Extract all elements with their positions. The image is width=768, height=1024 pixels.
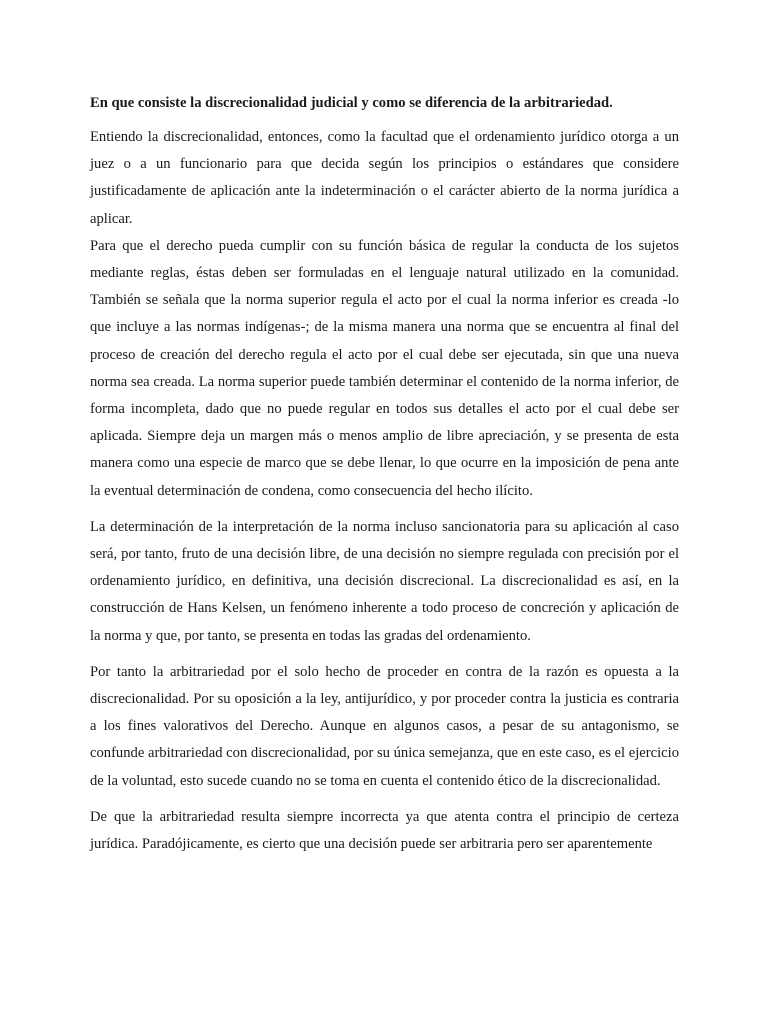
paragraph-5: De que la arbitrariedad resulta siempre incorrecta ya que atenta contra el principio de certeza jurídica. Paradójicamente, es cierto que una decisión puede ser arbitraria pero ser aparentemente <box>90 808 679 853</box>
document-title: En que consiste la discrecionalidad judicial y como se diferencia de la arbitrariedad. <box>90 95 613 111</box>
paragraph-1: Entiendo la discrecionalidad, entonces, como la facultad que el ordenamiento jurídico otorga a un juez o a un funcionario para que decida según los principios o estándares que considere justificadamente de aplicación ante la indeterminación o el carácter abierto de la norma jurídica a aplicar. <box>90 129 679 227</box>
document-page <box>90 92 679 867</box>
paragraph-4: Por tanto la arbitrariedad por el solo hecho de proceder en contra de la razón es opuesta a la discrecionalidad. Por su oposición a la ley, antijurídico, y por proceder contra la justicia es contraria a los fines valorativos del Derecho. Aunque en algunos casos, a pesar de su antagonismo, se confunde arbitrariedad con discrecionalidad, por su única semejanza, que en este caso, es el ejercicio de la voluntad, esto sucede cuando no se toma en cuenta el contenido ético de la discrecionalidad. <box>90 663 679 789</box>
paragraph-2: Para que el derecho pueda cumplir con su función básica de regular la conducta de los sujetos mediante reglas, éstas deben ser formuladas en el lenguaje natural utilizado en la comunidad. También se señala que la norma superior regula el acto por el cual la norma inferior es creada -lo que incluye a las normas indígenas-; de la misma manera una norma que se encuentra al final del proceso de creación del derecho regula el acto por el cual debe ser ejecutada, sin que una nueva norma sea creada. La norma superior puede también determinar el contenido de la norma inferior, de forma incompleta, dado que no puede regular en todos sus detalles el acto por el cual debe ser aplicada. Siempre deja un margen más o menos amplio de libre apreciación, y se presenta de esta manera como una especie de marco que se debe llenar, lo que ocurre en la imposición de pena ante la eventual determinación de condena, como consecuencia del hecho ilícito. <box>90 237 679 499</box>
paragraph-3: La determinación de la interpretación de la norma incluso sancionatoria para su aplicación al caso será, por tanto, fruto de una decisión libre, de una decisión no siempre regulada con precisión por el ordenamiento jurídico, en definitiva, una decisión discrecional. La discrecionalidad es así, en la construcción de Hans Kelsen, un fenómeno inherente a todo proceso de concreción y aplicación de la norma y que, por tanto, se presenta en todas las gradas del ordenamiento. <box>90 518 679 644</box>
